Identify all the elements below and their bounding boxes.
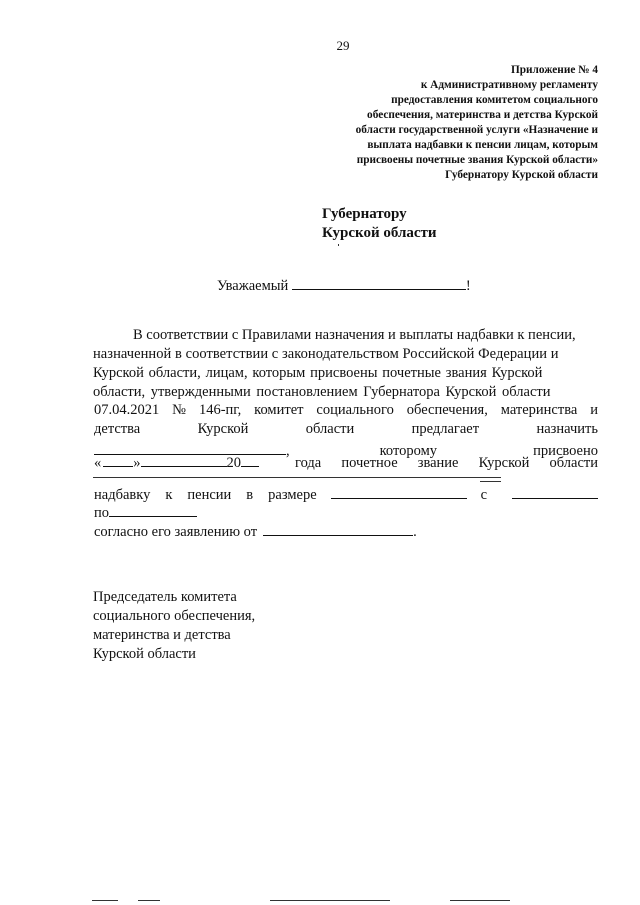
year-prefix: 20 <box>226 455 241 471</box>
body-line: Курской области, лицам, которым присвоены почетные звания Курской <box>93 365 543 381</box>
rule-fragment <box>480 481 501 482</box>
appendix-line: предоставления комитетом социального <box>391 94 598 106</box>
word: присвоено <box>533 443 598 459</box>
word: Курской <box>197 421 249 437</box>
greeting <box>217 275 471 295</box>
word: материнства <box>500 402 578 418</box>
signature-line: Курской области <box>93 646 196 662</box>
scan-speck <box>270 900 390 901</box>
body-line-date <box>94 452 598 472</box>
body-line-application <box>94 521 417 541</box>
body-line-end-date <box>94 502 197 522</box>
amount-blank[interactable] <box>331 484 467 499</box>
body-line: В соответствии с Правилами назначения и выплаты надбавки к пенсии, <box>133 327 576 343</box>
addressee-line: Губернатору <box>322 206 407 222</box>
body-line: области, утвержденными постановлением Губернатора Курской области <box>93 384 551 400</box>
recipient-name-field[interactable] <box>292 275 466 290</box>
word: предлагает <box>411 421 480 437</box>
period: . <box>413 524 417 540</box>
word: детства <box>94 421 141 437</box>
day-blank[interactable] <box>103 452 133 467</box>
signature-line: материнства и детства <box>93 627 231 643</box>
appendix-line: присвоены почетные звания Курской области» <box>356 154 598 166</box>
signature-line: социального обеспечения, <box>93 608 256 624</box>
word: звание <box>417 455 459 471</box>
addressee-block <box>322 205 437 243</box>
scan-speck <box>92 900 118 901</box>
word: надбавку <box>94 487 151 503</box>
word: года <box>295 455 322 471</box>
appendix-line: Губернатору Курской области <box>445 169 598 181</box>
application-date-blank[interactable] <box>263 521 413 536</box>
year-blank[interactable] <box>241 452 259 467</box>
comma: , <box>286 443 290 459</box>
appendix-line: обеспечения, материнства и детства Курской <box>367 109 598 121</box>
word: Курской <box>478 455 530 471</box>
word: 146-пг, <box>198 402 242 418</box>
body-line: назначенной в соответствии с законодательством Российской Федерации и <box>93 346 559 362</box>
word: которому <box>379 443 438 459</box>
title-blank-line[interactable] <box>93 477 501 478</box>
appendix-line: выплата надбавки к пенсии лицам, которым <box>367 139 598 151</box>
word: 07.04.2021 <box>94 402 160 418</box>
signature-line: Председатель комитета <box>93 589 237 605</box>
word: и <box>590 402 598 418</box>
body-line-amount <box>94 484 598 504</box>
word: комитет <box>254 402 304 418</box>
word: области <box>305 421 355 437</box>
word: к <box>165 487 173 503</box>
page-number: 29 <box>336 38 350 53</box>
word: по <box>94 505 110 521</box>
word: обеспечения, <box>406 402 488 418</box>
word: № <box>172 402 187 418</box>
body-line-justified <box>94 421 598 438</box>
addressee-line: Курской области <box>322 225 437 241</box>
signature-block <box>93 588 255 664</box>
appendix-line: области государственной услуги «Назначение и <box>355 124 598 136</box>
application-text: согласно его заявлению от <box>94 524 258 540</box>
start-date-blank[interactable] <box>512 484 598 499</box>
word: области <box>549 455 598 471</box>
word: размере <box>268 487 317 503</box>
word: почетное <box>341 455 398 471</box>
word: пенсии <box>187 487 232 503</box>
body-line-justified <box>94 402 598 419</box>
word: назначить <box>536 421 598 437</box>
scan-speck <box>138 900 160 901</box>
appendix-line: к Административному регламенту <box>420 79 598 91</box>
greeting-word: Уважаемый <box>217 278 289 294</box>
word: социального <box>316 402 394 418</box>
appendix-line: Приложение № 4 <box>510 64 598 76</box>
word: в <box>246 487 254 503</box>
end-date-blank[interactable] <box>109 502 197 517</box>
month-blank[interactable] <box>141 452 227 467</box>
close-quote: » <box>133 455 141 471</box>
open-quote: « <box>94 455 102 471</box>
word: с <box>480 487 488 503</box>
scan-speck <box>450 900 510 901</box>
scan-speck <box>338 244 339 246</box>
greeting-end: ! <box>465 278 471 294</box>
